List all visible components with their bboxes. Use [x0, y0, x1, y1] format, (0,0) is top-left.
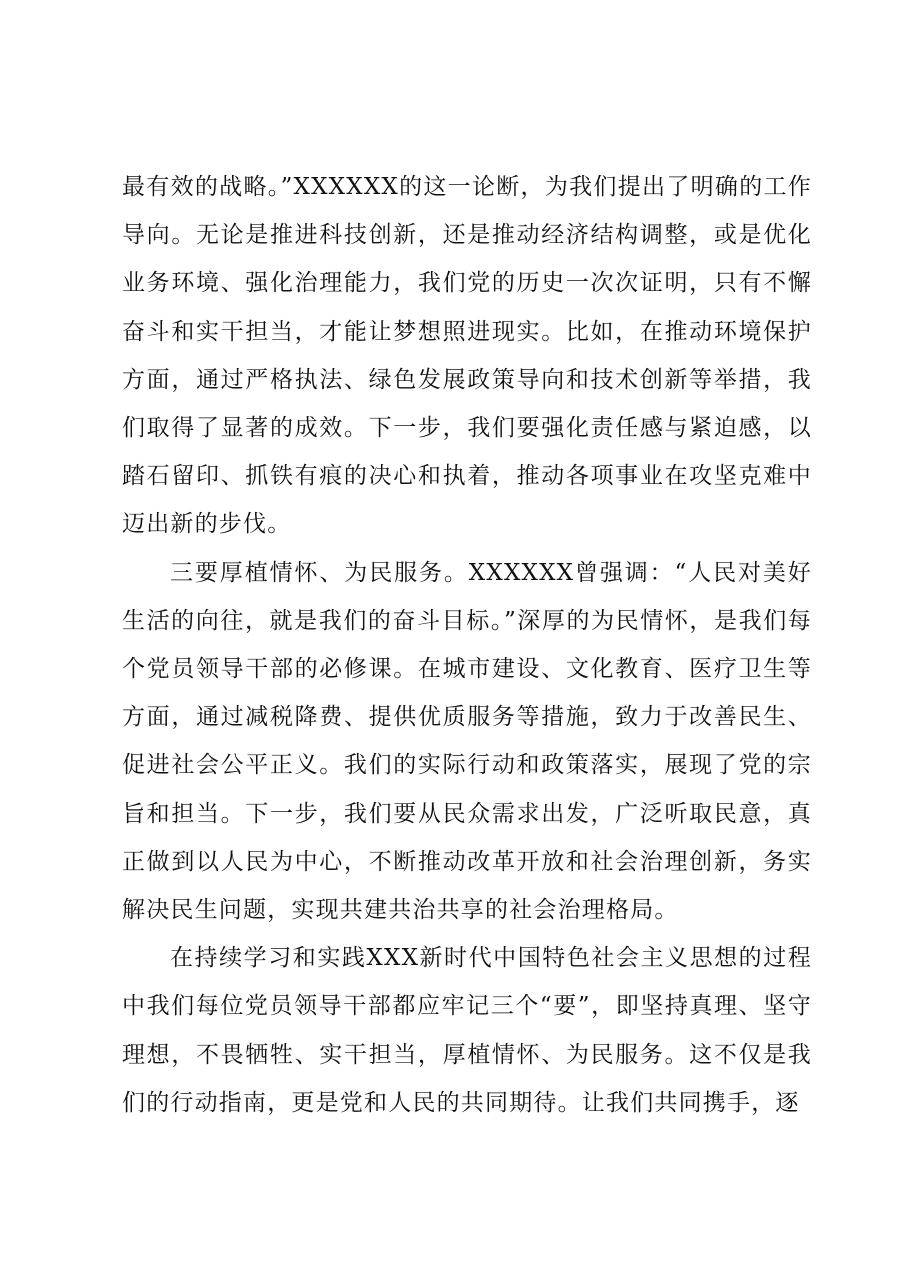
- paragraph-1: 最有效的战略。”XXXXXX的这一论断，为我们提出了明确的工作导向。无论是推进科技创新，还是推动经济结构调整，或是优化业务环境、强化治理能力，我们党的历史一次次证明，只有不懈奋斗和实干担当，才能让梦想照进现实。比如，在推动环境保护方面，通过严格执法、绿色发展政策导向和技术创新等举措，我们取得了显著的成效。下一步，我们要强化责任感与紧迫感，以踏石留印、抓铁有痕的决心和执着，推动各项事业在攻坚克难中迈出新的步伐。: [122, 174, 812, 538]
- paragraph-2: 三要厚植情怀、为民服务。XXXXXX曾强调：“人民对美好生活的向往，就是我们的奋斗目标。”深厚的为民情怀，是我们每个党员领导干部的必修课。在城市建设、文化教育、医疗卫生等方面，通过减税降费、提供优质服务等措施，致力于改善民生、促进社会公平正义。我们的实际行动和政策落实，展现了党的宗旨和担当。下一步，我们要从民众需求出发，广泛听取民意，真正做到以人民为中心，不断推动改革开放和社会治理创新，务实解决民生问题，实现共建共治共享的社会治理格局。: [122, 559, 812, 924]
- document-body: [122, 163, 812, 1127]
- paragraph-3: 在持续学习和实践XXX新时代中国特色社会主义思想的过程中我们每位党员领导干部都应牢记三个“要”，即坚持真理、坚守理想，不畏牺牲、实干担当，厚植情怀、为民服务。这不仅是我们的行动指南，更是党和人民的共同期待。让我们共同携手，逐: [122, 945, 812, 1116]
